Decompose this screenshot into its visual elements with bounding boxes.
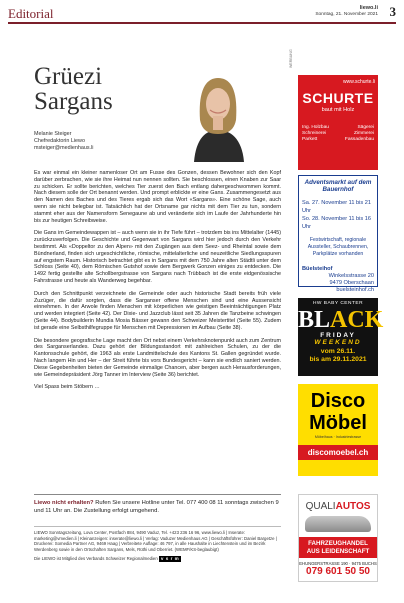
title-line-1: Grüezi	[34, 63, 103, 90]
black-friday-headline	[298, 307, 384, 333]
schurte-ad[interactable]	[298, 75, 378, 170]
author-name: Melanie Steiger	[34, 131, 72, 137]
advent-date-1: Sa. 27. November 11 bis 21 Uhr	[302, 200, 371, 214]
vsrm-note: Die LIEWO ist Mitglied des Verbands Schweizer Regionalmedien	[34, 556, 158, 562]
black-friday-headline-b: ACK	[330, 307, 384, 333]
black-friday-date-1: vom 26.11.	[320, 348, 356, 355]
advent-web[interactable]: buelsteinhof.ch	[336, 287, 374, 293]
author-byline	[34, 131, 93, 152]
quali-phone[interactable]: 079 601 50 50	[306, 566, 370, 577]
paragraph: Durch den Schnittpunkt verzeichnete die Gemeinde oder auch historische Stadt bereits früh viele Zuzüger, die dafür sorgten, dass die Sarganser offene Menschen sind und eine Aussensicht einnehmen. In der Arwole finden Menschen mit körperlichen wie geistigen Beeinträchtigungen Platz und werden integriert (Seite 42). Der Dixie- und Jazzclub lässt seit 35 Jahren die Tanzbeine schwingen (Seite 44). Bodybuilderin Mundia Mosia Bässer gewann den Schweizer Meistertitel (Seite 55). Zudem ist gerade eine Selbsthilfegruppe für Menschen mit Depressionen im Aufbau (Seite 38).	[34, 290, 281, 331]
advent-address-1: Winkelsstrasse 20	[328, 273, 374, 279]
black-friday-dates	[298, 348, 378, 364]
disco-line-1: Disco	[310, 390, 366, 412]
title-line-2: Sargans	[34, 88, 113, 115]
quali-logo-a: QUALI	[305, 501, 336, 512]
black-friday-date-2: bis am 29.11.2021	[309, 356, 367, 363]
paragraph: Viel Spass beim Stöbern …	[34, 384, 100, 391]
page-header	[8, 2, 396, 24]
vsrm-line	[34, 556, 281, 562]
advent-host: Büelsteihof	[302, 266, 333, 272]
black-friday-store: HW BABY CENTER	[312, 301, 364, 306]
service-item: Parkett	[302, 137, 318, 142]
black-friday-headline-a: BL	[298, 307, 331, 333]
section-title: Editorial	[8, 6, 54, 21]
schurte-name: SCHURTE	[302, 90, 374, 106]
paragraph: Es war einmal ein kleiner namenloser Ort am Fusse des Gonzen, dessen Bewohner sich den Kopf darüber zerbrachen, wie sie ihre Heimat nun nennen sollten. Sie beschlossen, einen Knaben zur Saar zu schicken. Er sollte berichten, welches Tier zuerst den Bach entlang dahergeschwommen kommt. Nach diesem solle der Ort benannt werden. Und prompt erblickte er eine Gans. Zusammengesetzt aus den Namen des Baches und des Tieres ergab sich das Wort «Sargans». Eine schöne Sage, auch wenn sie nicht belegbar ist. Tatsächlich hat der Ortsname gar nichts mit dem Tier zu tun, sondern stammt eher aus der Namensform Senegaune ab und veränderte sich im Laufe der Jahrhunderte hin bis zur heutigen Schreibweise.	[34, 170, 281, 224]
author-portrait	[184, 68, 252, 162]
advent-description: Festwirtschaft, regionale Aussteller, Schaubrennen, Parkplätze vorhanden	[307, 237, 369, 257]
disco-url[interactable]: discomoebel.ch	[298, 445, 378, 460]
disco-address: Möbelhaus · Industriestrasse	[314, 435, 362, 439]
page-number: 3	[389, 4, 396, 19]
vsrm-logo: v s r m	[160, 556, 180, 562]
black-friday-ad[interactable]	[298, 298, 384, 376]
author-role: Chefredaktorin Liewo	[34, 138, 85, 144]
quali-address: EHUNGERSTRASSE 190 · 9475 BUCHS	[299, 561, 377, 566]
advent-title: Adventsmarkt auf dem Bauernhof	[304, 179, 372, 193]
service-item: Zimmerei	[354, 131, 374, 136]
service-item: Sägerei	[357, 125, 374, 130]
quali-logo-b: AUTOS	[335, 501, 371, 512]
delivery-hotline	[34, 494, 281, 515]
schurte-url[interactable]: www.schurte.li	[343, 79, 375, 85]
advent-dates	[302, 199, 374, 231]
quali-logo	[299, 501, 377, 512]
disco-line-2: Möbel	[309, 412, 367, 434]
paragraph: Die Gans im Gemeindewappen ist – auch wenn sie in ihr Tiefe führt – trotzdem bis ins Mittelalter (1445) zurückzuverfolgen. Die Geschichte und Gegenwart von Sargans wird hier jedoch durch den Verkehr bestimmt. Als «Doppeltor zu den Alpen» mit den Zugängen aus dem Seez- und Rheintal sowie dem Bündnerland, finden sich urgeschichtliche, römische, mittelalterliche und neuzeitliche Siedlungsspuren auf engstem Raum. Historisch betrachtet gibt es in Sargans mit dem 750 Jahre alten Städtli unter dem Schloss (Seite 40), dem Römischen Gutshof sowie dem Bergwerk Gonzen einiges zu entdecken. Die 1492 fertig gestellte alte Schollbergstrasse von Sargans nach Trübbach ist die erste eidgenössische Fahrstrasse und heute als Wanderweg begehbar.	[34, 230, 281, 284]
hotline-question: Liewo nicht erhalten?	[34, 500, 94, 506]
service-item: Ing. Holzbau	[302, 125, 329, 130]
imprint	[34, 526, 281, 562]
service-item: Schreinerei	[302, 131, 327, 136]
black-friday-friday: FRIDAY	[320, 332, 356, 339]
editorial-body	[34, 170, 281, 397]
editorial-title	[34, 64, 113, 114]
ad-label: WERBUNG	[289, 49, 293, 68]
advent-location	[302, 266, 374, 294]
author-email[interactable]: msteiger@medienhaus.li	[34, 145, 94, 151]
publication-name: liewo.li	[359, 5, 378, 11]
schurte-slogan: baut mit Holz	[321, 107, 355, 113]
imprint-text: LIEWO Sonntagszeitung, Lova Center, Postfach 884, 9490 Vaduz, Tel. +423 236 16 96, www.liewo.li | Inserate: marketing@vmedien.li | Kleinanzeigen: inserate@liewo.li | Verlag: Vaduzer Medienhaus AG | Geschäftsführer: Daniel Bargetze | Druckerei: Somedia Partner AG, 9469 Haag | Verbreitete Auflage: 46 797, in alle Haushalte in Liechtenstein und im Bezirk Werdenberg sowie in den Ortschaften Sargans, Mels, Rüthi und Oberriet. (WEMF/KS-beglaubigt)	[34, 530, 277, 552]
adventsmarkt-ad[interactable]	[298, 175, 378, 293]
quali-autos-ad[interactable]	[298, 494, 378, 582]
hotline-details: Rufen Sie unsere Hotline unter Tel. 077 400 08 11 sonntags zwischen 9 und 11 Uhr an. Die Zustellung erfolgt umgehend.	[34, 500, 279, 514]
advent-date-2: So. 28. November 11 bis 16 Uhr	[302, 216, 371, 230]
publication-info	[315, 5, 378, 18]
quali-slogan: FAHRZEUGHANDEL AUS LEIDENSCHAFT	[299, 537, 377, 558]
service-item: Fassadenbau	[344, 137, 374, 142]
disco-moebel-ad[interactable]	[298, 384, 378, 476]
hotline-text	[34, 499, 281, 515]
issue-date: Sonntag, 21. November 2021	[315, 12, 378, 17]
car-icon	[305, 516, 371, 532]
schurte-services	[298, 125, 378, 143]
black-friday-weekend: WEEKEND	[314, 339, 362, 346]
black-friday-sub	[298, 332, 378, 346]
paragraph: Die besondere geografische Lage macht den Ort nebst einem Verkehrsknotenpunkt auch zum Zentrum des Sarganserlandes. Dazu gehört der Bildungsstandort mit zahlreichen Schulen, zu der die Kantonsschule gehört, die 1963 als erste Landmittelschule des Kantons St. Gallen gegründet wurde. Nach langem Hin und Her – der Streit führte bis vors Bundesgericht – kann sie endlich saniert werden. Diese Gegebenheiten bieten der Gemeinde einmalige Chancen, aber bergen auch Herausforderungen, wie Gemeindepräsident Jörg Tanner im Interview (Seite 36) berichtet.	[34, 337, 281, 378]
advent-address-2: 9479 Oberschaan	[329, 280, 374, 286]
